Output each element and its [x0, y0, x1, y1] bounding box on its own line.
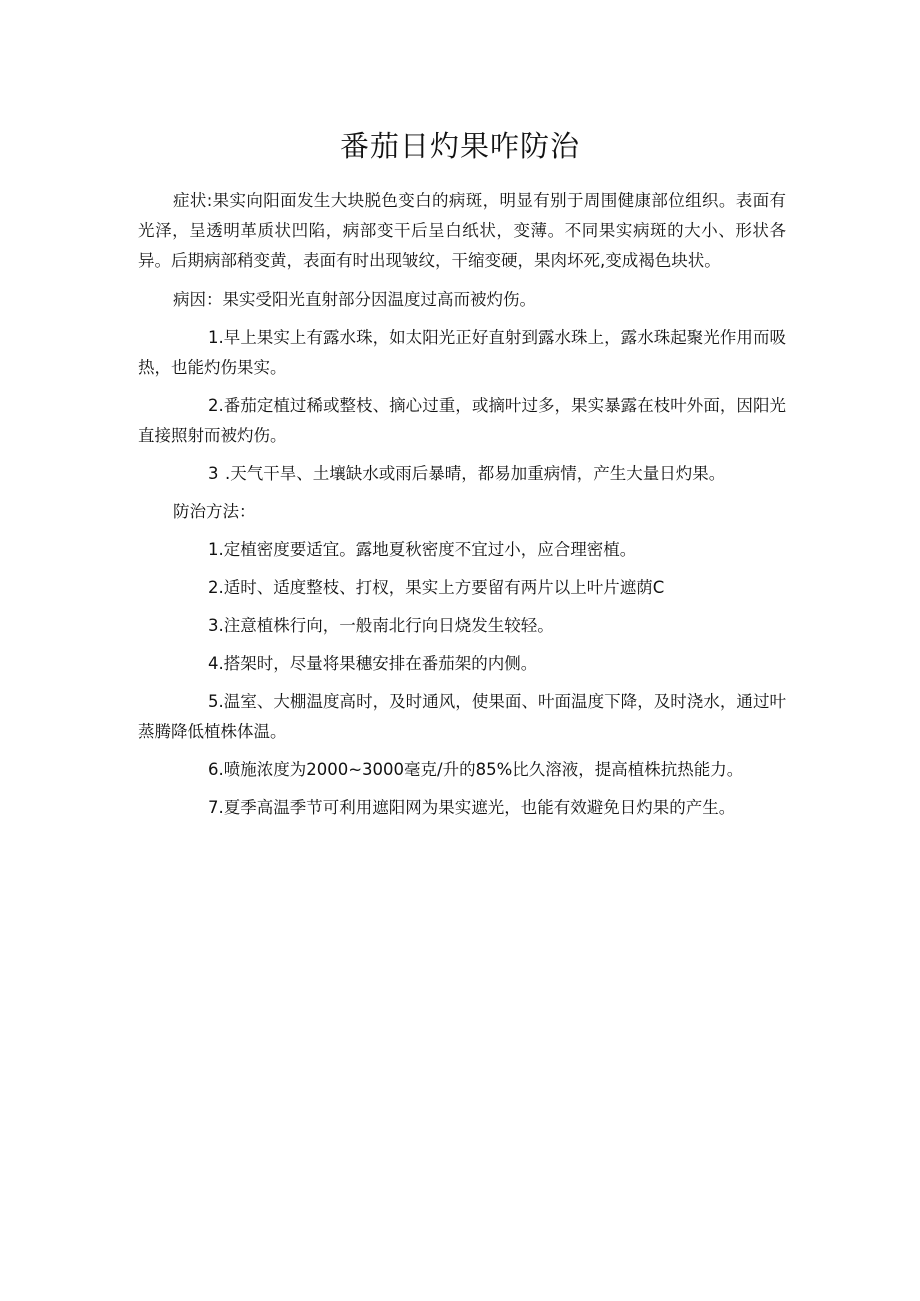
list-item-text: .天气干旱、土壤缺水或雨后暴晴，都易加重病情，产生大量日灼果。	[225, 464, 726, 483]
list-item-text: .番茄定植过稀或整枝、摘心过重，或摘叶过多，果实暴露在枝叶外面，因阳光直接照射而被灼伤。	[138, 396, 786, 445]
cause-item-1	[138, 323, 786, 383]
list-item-text: .搭架时，尽量将果穗安排在番茄架的内侧。	[218, 654, 538, 673]
list-item-text: .夏季高温季节可利用遮阳网为果实遮光，也能有效避免日灼果的产生。	[218, 798, 736, 817]
method-item-3	[138, 611, 786, 641]
list-number: 7	[208, 798, 219, 817]
document-body	[138, 186, 786, 831]
list-item-text: .早上果实上有露水珠，如太阳光正好直射到露水珠上，露水珠起聚光作用而吸热，也能灼伤果实。	[138, 328, 786, 377]
list-item-text: .注意植株行向，一般南北行向日烧发生较轻。	[218, 616, 554, 635]
list-number: 1	[208, 540, 219, 559]
method-item-4	[138, 649, 786, 679]
document-title: 番茄日灼果咋防治	[339, 129, 580, 163]
list-number: 2	[208, 396, 219, 415]
cause-item-2	[138, 391, 786, 451]
list-number: 3	[208, 616, 219, 635]
method-item-2	[138, 573, 786, 603]
cause-heading: 病因：果实受阳光直射部分因温度过高而被灼伤。	[173, 290, 536, 309]
list-number: 6	[208, 760, 219, 779]
method-item-7	[138, 793, 786, 823]
list-item-text: .适时、适度整枝、打杈，果实上方要留有两片以上叶片遮荫C	[218, 578, 665, 597]
method-heading: 防治方法：	[173, 502, 256, 521]
list-item-text: .定植密度要适宜。露地夏秋密度不宜过小，应合理密植。	[218, 540, 637, 559]
method-item-1	[138, 535, 786, 565]
symptom-paragraph: 症状:果实向阳面发生大块脱色变白的病斑，明显有别于周围健康部位组织。表面有光泽，呈透明革质状凹陷，病部变干后呈白纸状，变薄。不同果实病斑的大小、形状各异。后期病部稍变黄，表面有时出现皱纹，干缩变硬，果肉坏死,变成褐色块状。	[138, 191, 786, 270]
list-item-text: .温室、大棚温度高时，及时通风，使果面、叶面温度下降，及时浇水，通过叶蒸腾降低植株体温。	[138, 692, 786, 741]
list-number: 1	[208, 328, 219, 347]
method-item-6	[138, 755, 786, 785]
list-item-text: .喷施浓度为2000~3000毫克/升的85%比久溶液，提高植株抗热能力。	[218, 760, 744, 779]
cause-item-3	[138, 459, 786, 489]
list-number: 4	[208, 654, 219, 673]
list-number: 5	[208, 692, 219, 711]
list-number: 3	[208, 464, 219, 483]
method-item-5	[138, 687, 786, 747]
list-number: 2	[208, 578, 219, 597]
